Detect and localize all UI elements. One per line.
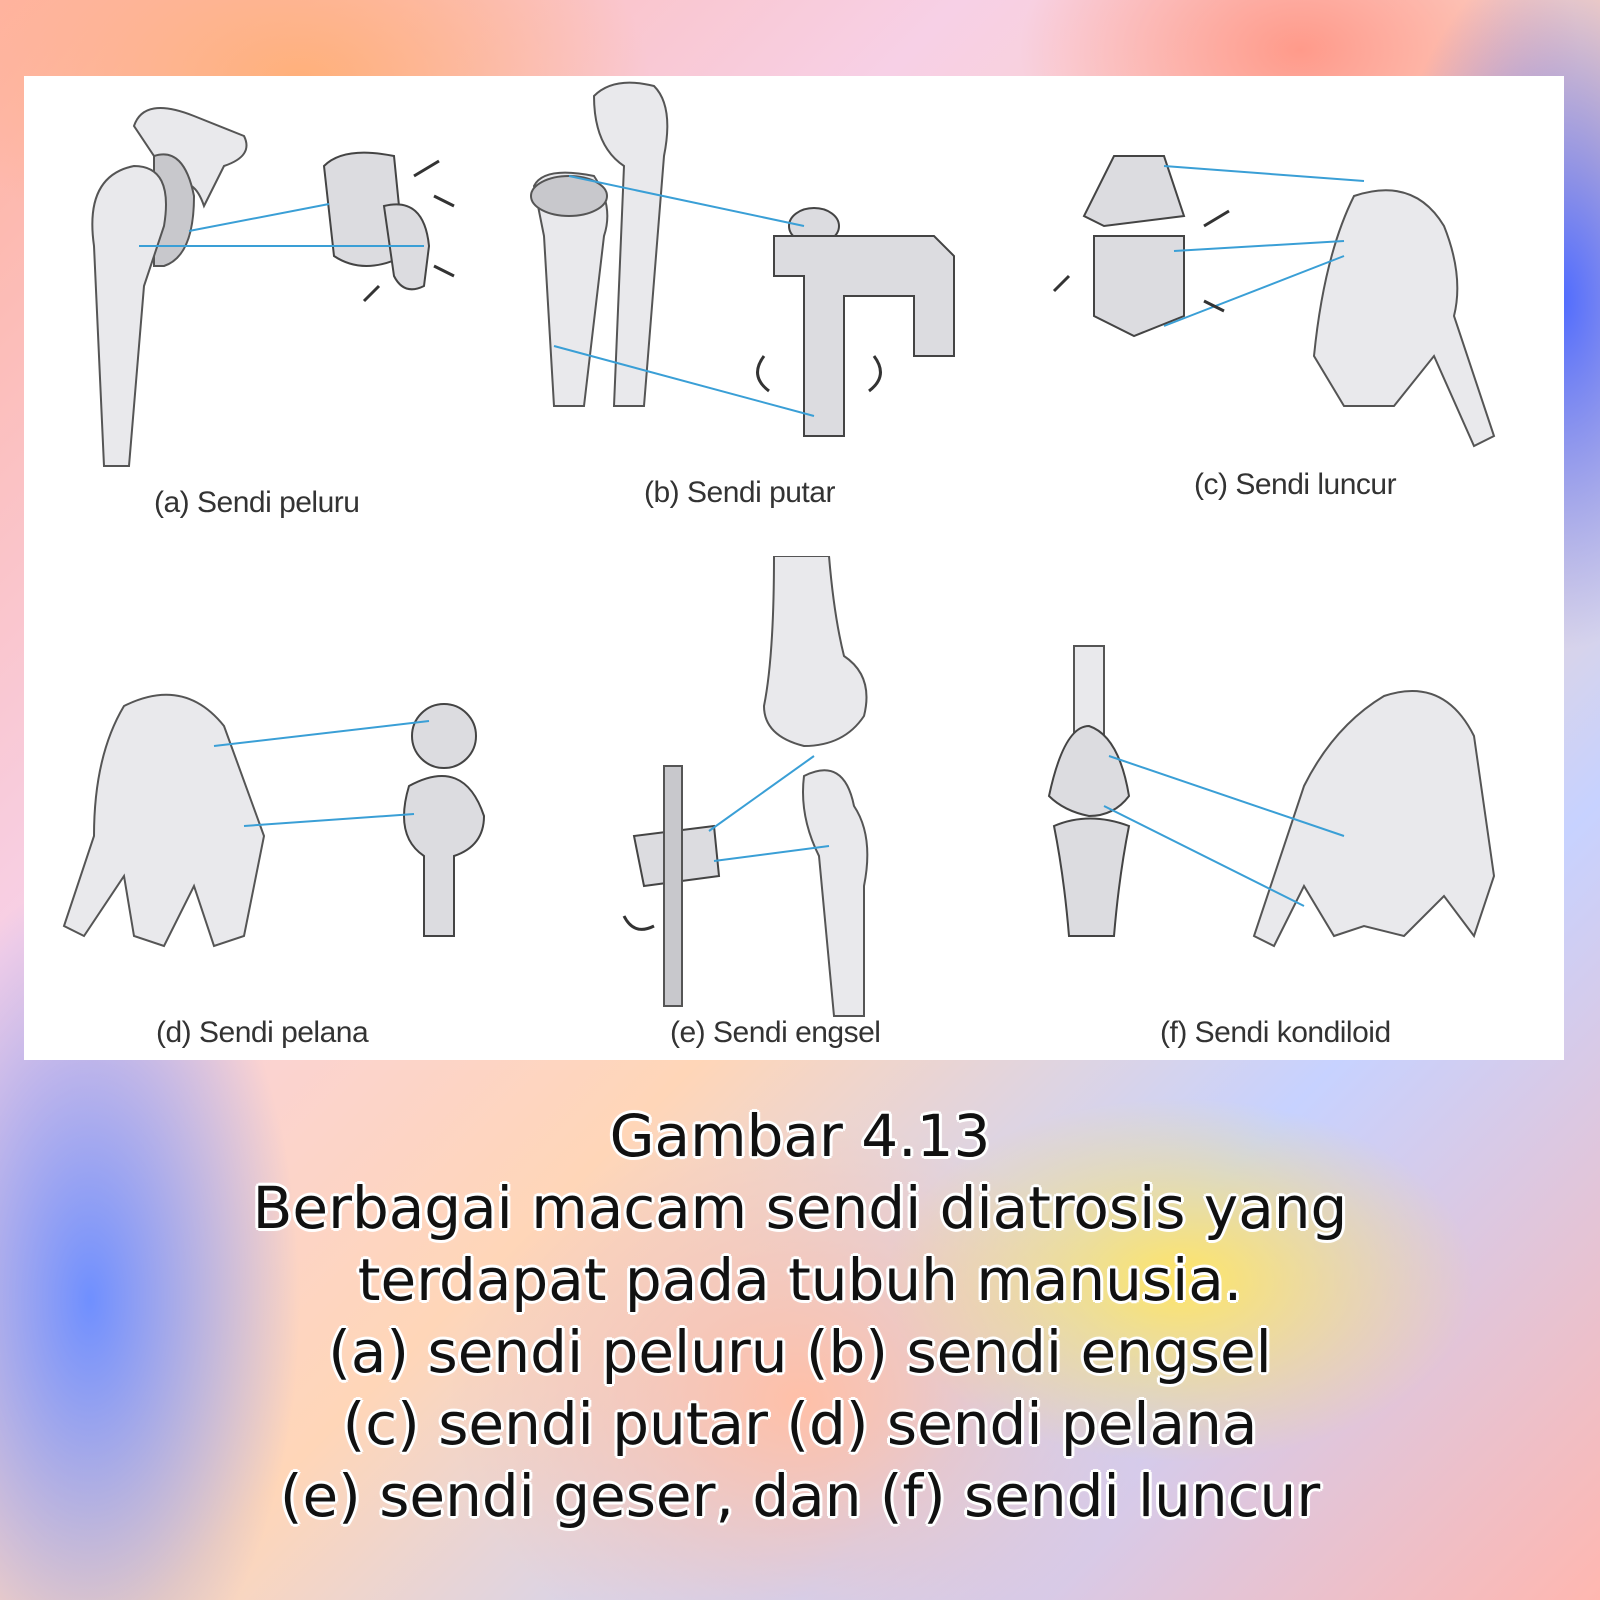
figure-caption (100, 1100, 1500, 1532)
hinge-joint-illustration (604, 556, 944, 1056)
caption-line-2: Berbagai macam sendi diatrosis yang (252, 1174, 1348, 1242)
figure-f-label: (f) Sendi kondiloid (1160, 1016, 1391, 1049)
caption-line-4: (a) sendi peluru (b) sendi engsel (328, 1318, 1272, 1386)
figure-d-saddle-joint (44, 636, 514, 1056)
caption-line-1: Gambar 4.13 (609, 1102, 991, 1170)
figure-e-hinge-joint (604, 556, 944, 1056)
figure-panel (24, 76, 1564, 1060)
figure-c-gliding-joint (1014, 76, 1534, 516)
figure-b-label: (b) Sendi putar (644, 476, 835, 509)
figure-d-label: (d) Sendi pelana (156, 1016, 369, 1049)
caption-line-3: terdapat pada tubuh manusia. (357, 1246, 1243, 1314)
caption-line-5: (c) sendi putar (d) sendi pelana (342, 1390, 1258, 1458)
figure-e-label: (e) Sendi engsel (670, 1016, 881, 1049)
saddle-joint-illustration (44, 636, 514, 1056)
figure-b-pivot-joint (514, 76, 984, 526)
figure-a-label: (a) Sendi peluru (154, 486, 360, 519)
figure-c-label: (c) Sendi luncur (1194, 468, 1397, 501)
figure-f-condyloid-joint (1004, 636, 1544, 1056)
gliding-joint-illustration (1014, 76, 1534, 516)
shoulder-joint-illustration (44, 86, 504, 526)
figure-a-ball-socket-joint (44, 86, 504, 526)
pivot-joint-illustration (514, 76, 984, 526)
condyloid-joint-illustration (1004, 636, 1544, 1056)
caption-line-6: (e) sendi geser, dan (f) sendi luncur (279, 1462, 1321, 1530)
